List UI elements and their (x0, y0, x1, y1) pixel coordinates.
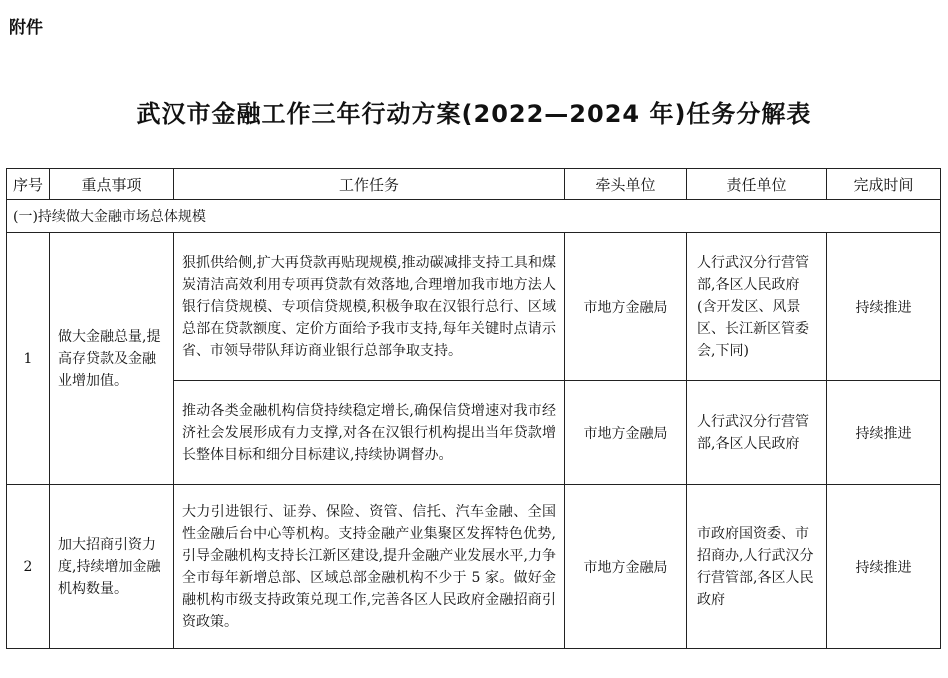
row-number: 2 (7, 485, 50, 649)
deadline: 持续推进 (827, 485, 941, 649)
lead-unit: 市地方金融局 (565, 381, 687, 485)
header-responsible-unit: 责任单位 (687, 169, 827, 200)
document-title: 武汉市金融工作三年行动方案(2022—2024 年)任务分解表 (136, 100, 812, 128)
lead-unit: 市地方金融局 (565, 233, 687, 381)
row-number: 1 (7, 233, 50, 485)
work-task: 大力引进银行、证券、保险、资管、信托、汽车金融、全国性金融后台中心等机构。支持金融产业集聚区发挥特色优势,引导金融机构支持长江新区建设,提升金融产业发展水平,力争全市每年新增总部、区域总部金融机构不少于 5 家。做好金融机构市级支持政策兑现工作,完善各区人民政府金融招商引资政策。 (174, 485, 565, 649)
responsible-unit: 市政府国资委、市招商办,人行武汉分行营管部,各区人民政府 (687, 485, 827, 649)
header-no: 序号 (7, 169, 50, 200)
table-row (7, 233, 941, 381)
work-task: 推动各类金融机构信贷持续稳定增长,确保信贷增速对我市经济社会发展形成有力支撑,对各在汉银行机构提出当年贷款增长整体目标和细分目标建议,持续协调督办。 (174, 381, 565, 485)
section-title: (一)持续做大金融市场总体规模 (7, 200, 941, 233)
section-row (7, 200, 941, 233)
header-lead-unit: 牵头单位 (565, 169, 687, 200)
deadline: 持续推进 (827, 381, 941, 485)
key-item: 加大招商引资力度,持续增加金融机构数量。 (50, 485, 174, 649)
header-task: 工作任务 (174, 169, 565, 200)
lead-unit: 市地方金融局 (565, 485, 687, 649)
table-row (7, 485, 941, 649)
deadline: 持续推进 (827, 233, 941, 381)
header-deadline: 完成时间 (827, 169, 941, 200)
responsible-unit: 人行武汉分行营管部,各区人民政府(含开发区、风景区、长江新区管委会,下同) (687, 233, 827, 381)
table-header-row (7, 169, 941, 200)
attachment-label: 附件 (9, 18, 43, 38)
task-table (6, 168, 941, 649)
work-task: 狠抓供给侧,扩大再贷款再贴现规模,推动碳减排支持工具和煤炭清洁高效利用专项再贷款有效落地,合理增加我市地方法人银行信贷规模、专项信贷规模,积极争取在汉银行总行、区域总部在贷款额度、定价方面给予我市支持,每年关键时点请示省、市领导带队拜访商业银行总部争取支持。 (174, 233, 565, 381)
responsible-unit: 人行武汉分行营管部,各区人民政府 (687, 381, 827, 485)
key-item: 做大金融总量,提高存贷款及金融业增加值。 (50, 233, 174, 485)
header-key-item: 重点事项 (50, 169, 174, 200)
